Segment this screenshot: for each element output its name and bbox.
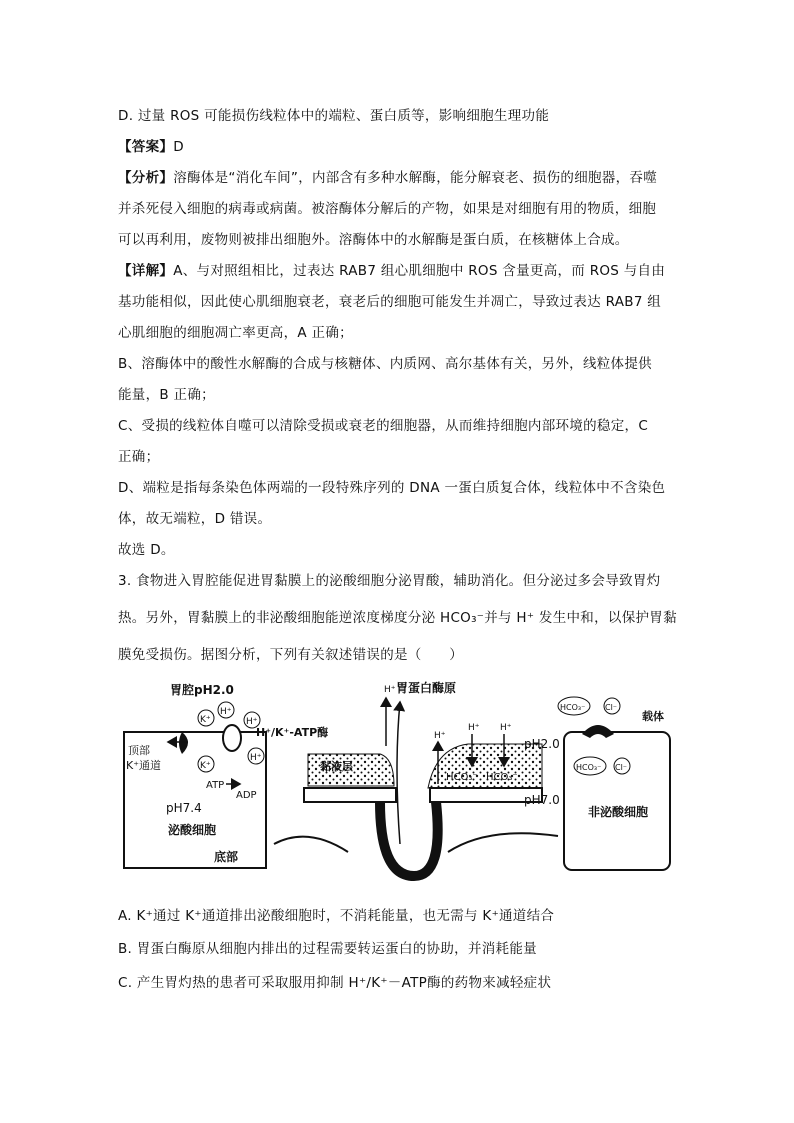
detail-line-3: 心肌细胞的细胞凋亡率更高，A 正确； (118, 325, 353, 341)
answer-tag: 【答案】 (118, 139, 174, 155)
question-3-line-2: 热。另外，胃黏膜上的非泌酸细胞能逆浓度梯度分泌 HCO₃⁻并与 H⁺ 发生中和，以保护胃黏 (118, 610, 677, 626)
k-ion-label-1: K⁺ (200, 715, 211, 725)
ph70-label: pH7.0 (524, 793, 560, 807)
nonparietal-cell-label: 非泌酸细胞 (588, 805, 649, 819)
parietal-cell-label: 泌酸细胞 (168, 823, 217, 837)
option-b-line: B. 胃蛋白酶原从细胞内排出的过程需要转运蛋白的协助，并消耗能量 (118, 941, 537, 957)
answer-value: D (173, 139, 184, 155)
analysis-line-1 (118, 166, 657, 186)
h-ion-right-label-2: H⁺ (500, 723, 512, 733)
k-ion-label-2: K⁺ (200, 761, 211, 771)
h-ion-label-3: H⁺ (250, 753, 262, 763)
adp-label: ADP (236, 790, 257, 801)
detail-line-5: 能量，B 正确； (118, 387, 215, 403)
detail-line-1 (118, 259, 665, 279)
h-ion-top-label: H⁺ (384, 685, 396, 695)
carrier-icon (582, 725, 614, 738)
detail-line-9: 体，故无端粒，D 错误。 (118, 511, 272, 527)
apical-label: 顶部 (128, 744, 150, 757)
basal-label: 底部 (214, 850, 239, 864)
detail-line-4: B、溶酶体中的酸性水解酶的合成与核糖体、内质网、高尔基体有关，另外，线粒体提供 (118, 356, 652, 372)
pepsinogen-label: 胃蛋白酶原 (396, 681, 457, 695)
question-3-line-3: 膜免受损伤。据图分析，下列有关叙述错误的是（ ） (118, 647, 463, 663)
lumen-ph-label: 胃腔pH2.0 (170, 683, 234, 697)
ph20-label: pH2.0 (524, 737, 560, 751)
pump-label: H⁺/K⁺-ATP酶 (256, 726, 329, 739)
k-channel-label: K⁺通道 (126, 759, 162, 772)
option-a-line: A. K⁺通过 K⁺通道排出泌酸细胞时，不消耗能量，也无需与 K⁺通道结合 (118, 908, 555, 924)
answer-line (118, 135, 184, 155)
hco3-label-top: HCO₃⁻ (560, 703, 586, 712)
hco3-label-1: HCO₃⁻ (446, 772, 478, 783)
analysis-tag: 【分析】 (118, 170, 174, 186)
h-ion-mid-label: H⁺ (434, 731, 446, 741)
ph74-label: pH7.4 (166, 801, 202, 815)
detail-text-1: A、与对照组相比，过表达 RAB7 组心肌细胞中 ROS 含量更高，而 ROS 与自由 (173, 263, 666, 279)
carrier-label: 载体 (642, 710, 664, 723)
detail-line-8: D、端粒是指每条染色体两端的一段特殊序列的 DNA 一蛋白质复合体，线粒体中不含染色 (118, 480, 666, 496)
option-c-line: C. 产生胃灼热的患者可采取服用抑制 H⁺/K⁺－ATP酶的药物来减轻症状 (118, 975, 552, 991)
h-ion-label-1: H⁺ (220, 707, 232, 717)
nonparietal-cell-outline (564, 732, 670, 870)
analysis-line-2: 并杀死侵入细胞的病毒或病菌。被溶酶体分解后的产物，如果是对细胞有用的物质，细胞 (118, 201, 657, 217)
pepsinogen-arrow (397, 702, 400, 844)
analysis-line-3: 可以再利用，废物则被排出细胞外。溶酶体中的水解酶是蛋白质，在核糖体上合成。 (118, 232, 629, 248)
mucus-label: 黏液层 (320, 760, 353, 773)
h-ion-right-label-1: H⁺ (468, 723, 480, 733)
epithelium-fold (380, 802, 438, 876)
pump-icon (223, 725, 241, 751)
analysis-text-1: 溶酶体是“消化车间”，内部含有多种水解酶，能分解衰老、损伤的细胞器，吞噬 (173, 170, 657, 186)
detail-line-6: C、受损的线粒体自噬可以清除受损或衰老的细胞器，从而维持细胞内部环境的稳定，C (118, 418, 649, 434)
cl-label-bottom: Cl⁻ (615, 763, 628, 772)
choose-line: 故选 D。 (118, 542, 175, 558)
cl-label-top: Cl⁻ (605, 703, 618, 712)
hco3-label-bottom: HCO₃⁻ (576, 763, 602, 772)
question-3-line-1: 3. 食物进入胃腔能促进胃黏膜上的泌酸细胞分泌胃酸，辅助消化。但分泌过多会导致胃灼 (118, 573, 661, 589)
detail-line-7: 正确； (118, 449, 160, 465)
detail-tag: 【详解】 (118, 263, 174, 279)
k-channel-icon (179, 732, 188, 754)
d-option-line: D. 过量 ROS 可能损伤线粒体中的端粒、蛋白质等，影响细胞生理功能 (118, 108, 550, 124)
hco3-label-2: HCO₃⁻ (486, 772, 518, 783)
stomach-cell-diagram (118, 676, 678, 886)
h-ion-label-2: H⁺ (246, 717, 258, 727)
epithelium-left (304, 788, 396, 802)
atp-label: ATP (206, 780, 225, 791)
basal-line (274, 833, 558, 852)
detail-line-2: 基功能相似，因此使心肌细胞衰老，衰老后的细胞可能发生并凋亡，导致过表达 RAB7 组 (118, 294, 662, 310)
